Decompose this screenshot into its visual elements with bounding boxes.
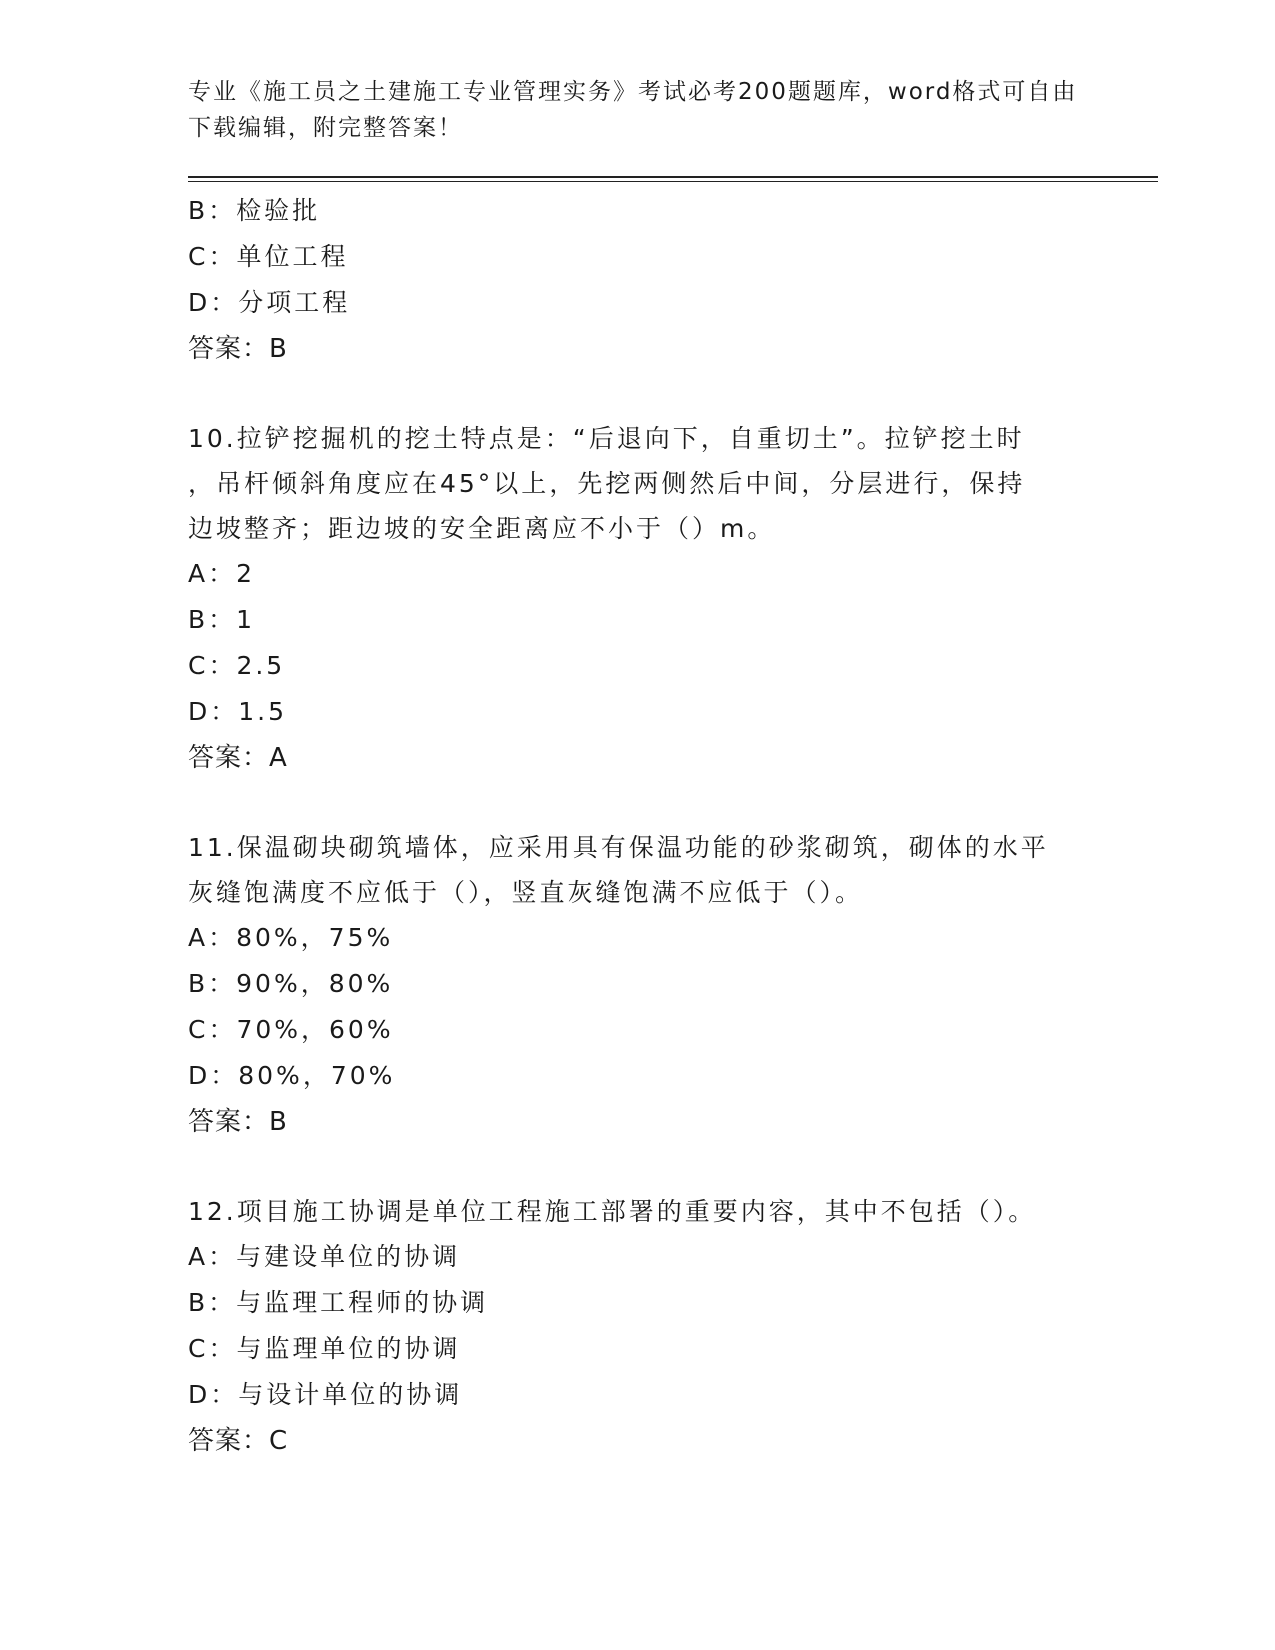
option-c: C：单位工程 (188, 242, 349, 271)
option-b: B：与监理工程师的协调 (188, 1288, 489, 1317)
question-list (188, 188, 1088, 1464)
answer-line: 答案：B (188, 334, 288, 364)
option-d: D：与设计单位的协调 (188, 1380, 463, 1409)
header-divider-thin (188, 181, 1158, 182)
question-block-9 (188, 188, 1088, 372)
option-b: B：90%，80% (188, 969, 394, 998)
question-text: 12.项目施工协调是单位工程施工部署的重要内容，其中不包括（）。 (188, 1197, 1037, 1226)
option-b: B：检验批 (188, 196, 321, 225)
question-block-12 (188, 1189, 1088, 1464)
option-c: C：2.5 (188, 651, 286, 680)
option-d: D：80%，70% (188, 1061, 396, 1090)
answer-line: 答案：B (188, 1107, 288, 1137)
question-text: 11.保温砌块砌筑墙体，应采用具有保温功能的砂浆砌筑，砌体的水平 灰缝饱满度不应低于（），竖直灰缝饱满不应低于（）。 (188, 833, 1049, 907)
option-c: C：70%，60% (188, 1015, 394, 1044)
header-divider (188, 176, 1158, 178)
answer-line: 答案：C (188, 1426, 289, 1456)
question-block-10 (188, 416, 1088, 781)
option-a: A：与建设单位的协调 (188, 1242, 461, 1271)
document-header: 专业《施工员之土建施工专业管理实务》考试必考200题题库，word格式可自由下载编辑，附完整答案！ (188, 79, 1078, 141)
option-d: D：1.5 (188, 697, 288, 726)
option-a: A：80%，75% (188, 923, 394, 952)
answer-line: 答案：A (188, 743, 288, 773)
option-c: C：与监理单位的协调 (188, 1334, 461, 1363)
option-d: D：分项工程 (188, 288, 351, 317)
question-block-11 (188, 825, 1088, 1145)
question-text: 10.拉铲挖掘机的挖土特点是：“后退向下，自重切土”。拉铲挖土时 ，吊杆倾斜角度应在45°以上，先挖两侧然后中间，分层进行，保持 边坡整齐；距边坡的安全距离应不小于（）m。 (188, 424, 1026, 543)
option-b: B：1 (188, 605, 256, 634)
option-a: A：2 (188, 559, 256, 588)
